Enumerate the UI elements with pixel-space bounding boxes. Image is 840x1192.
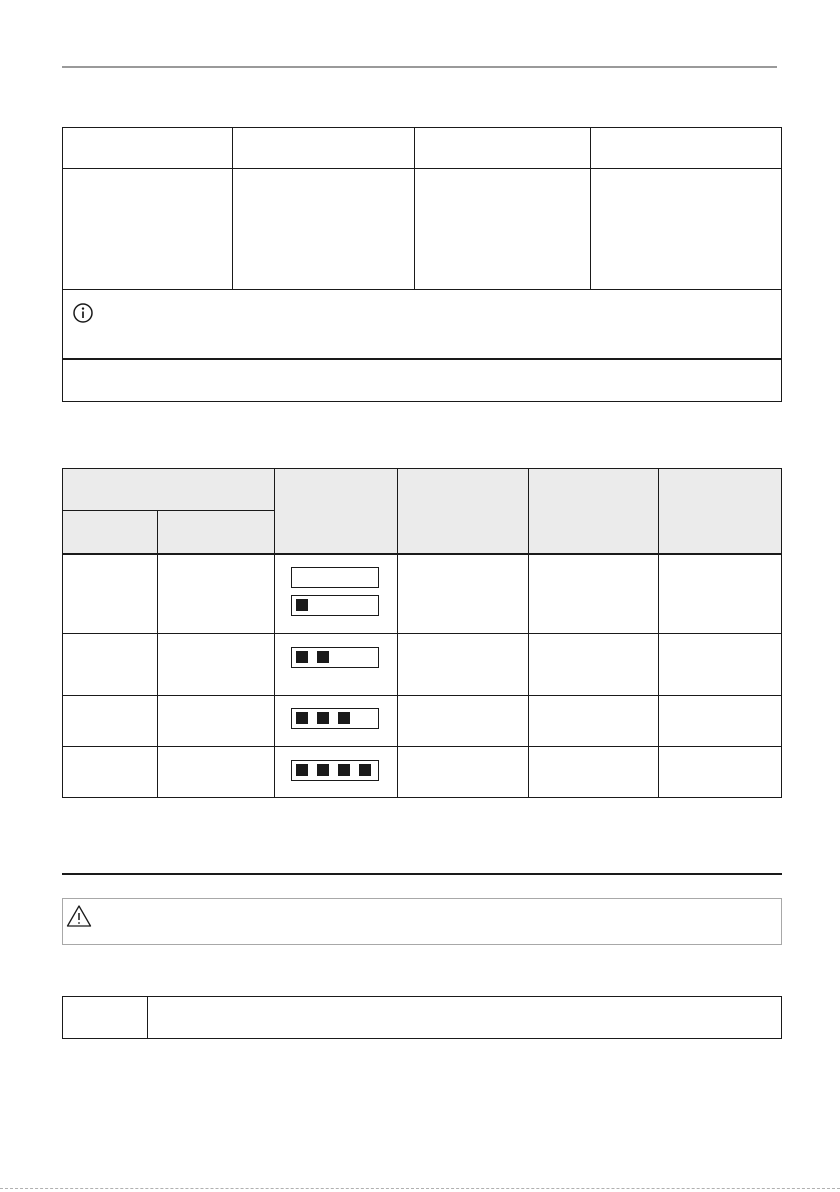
- level-square: [296, 651, 308, 663]
- table1-cell-1: [63, 169, 232, 289]
- level-indicator: [291, 567, 379, 588]
- level-square: [296, 712, 308, 724]
- warning-icon: [66, 904, 92, 928]
- table1-cell-3: [415, 169, 590, 289]
- level-square: [296, 764, 308, 776]
- table1-header-1: [63, 128, 232, 168]
- level-indicator: [291, 595, 379, 616]
- table1-header-3: [415, 128, 590, 168]
- table1-header-4: [591, 128, 781, 168]
- level-square: [317, 712, 329, 724]
- table3-divider: [147, 996, 148, 1039]
- level-indicator: [291, 708, 379, 729]
- level-indicator: [291, 760, 379, 781]
- level-square: [317, 764, 329, 776]
- level-square: [359, 764, 371, 776]
- table1-cell-2: [233, 169, 414, 289]
- level-square: [317, 651, 329, 663]
- table1-cell-4: [591, 169, 781, 289]
- level-square: [338, 764, 350, 776]
- level-square: [338, 712, 350, 724]
- level-square: [296, 599, 308, 611]
- section-rule: [62, 873, 782, 875]
- header-rule: [62, 66, 777, 68]
- level-indicator: [291, 647, 379, 668]
- table1-header-2: [233, 128, 414, 168]
- table2-header-bg: [62, 468, 782, 554]
- page-bottom-edge: [0, 1188, 840, 1189]
- table-3: [62, 996, 782, 1039]
- warning-box: [62, 898, 782, 945]
- info-icon: [72, 302, 94, 324]
